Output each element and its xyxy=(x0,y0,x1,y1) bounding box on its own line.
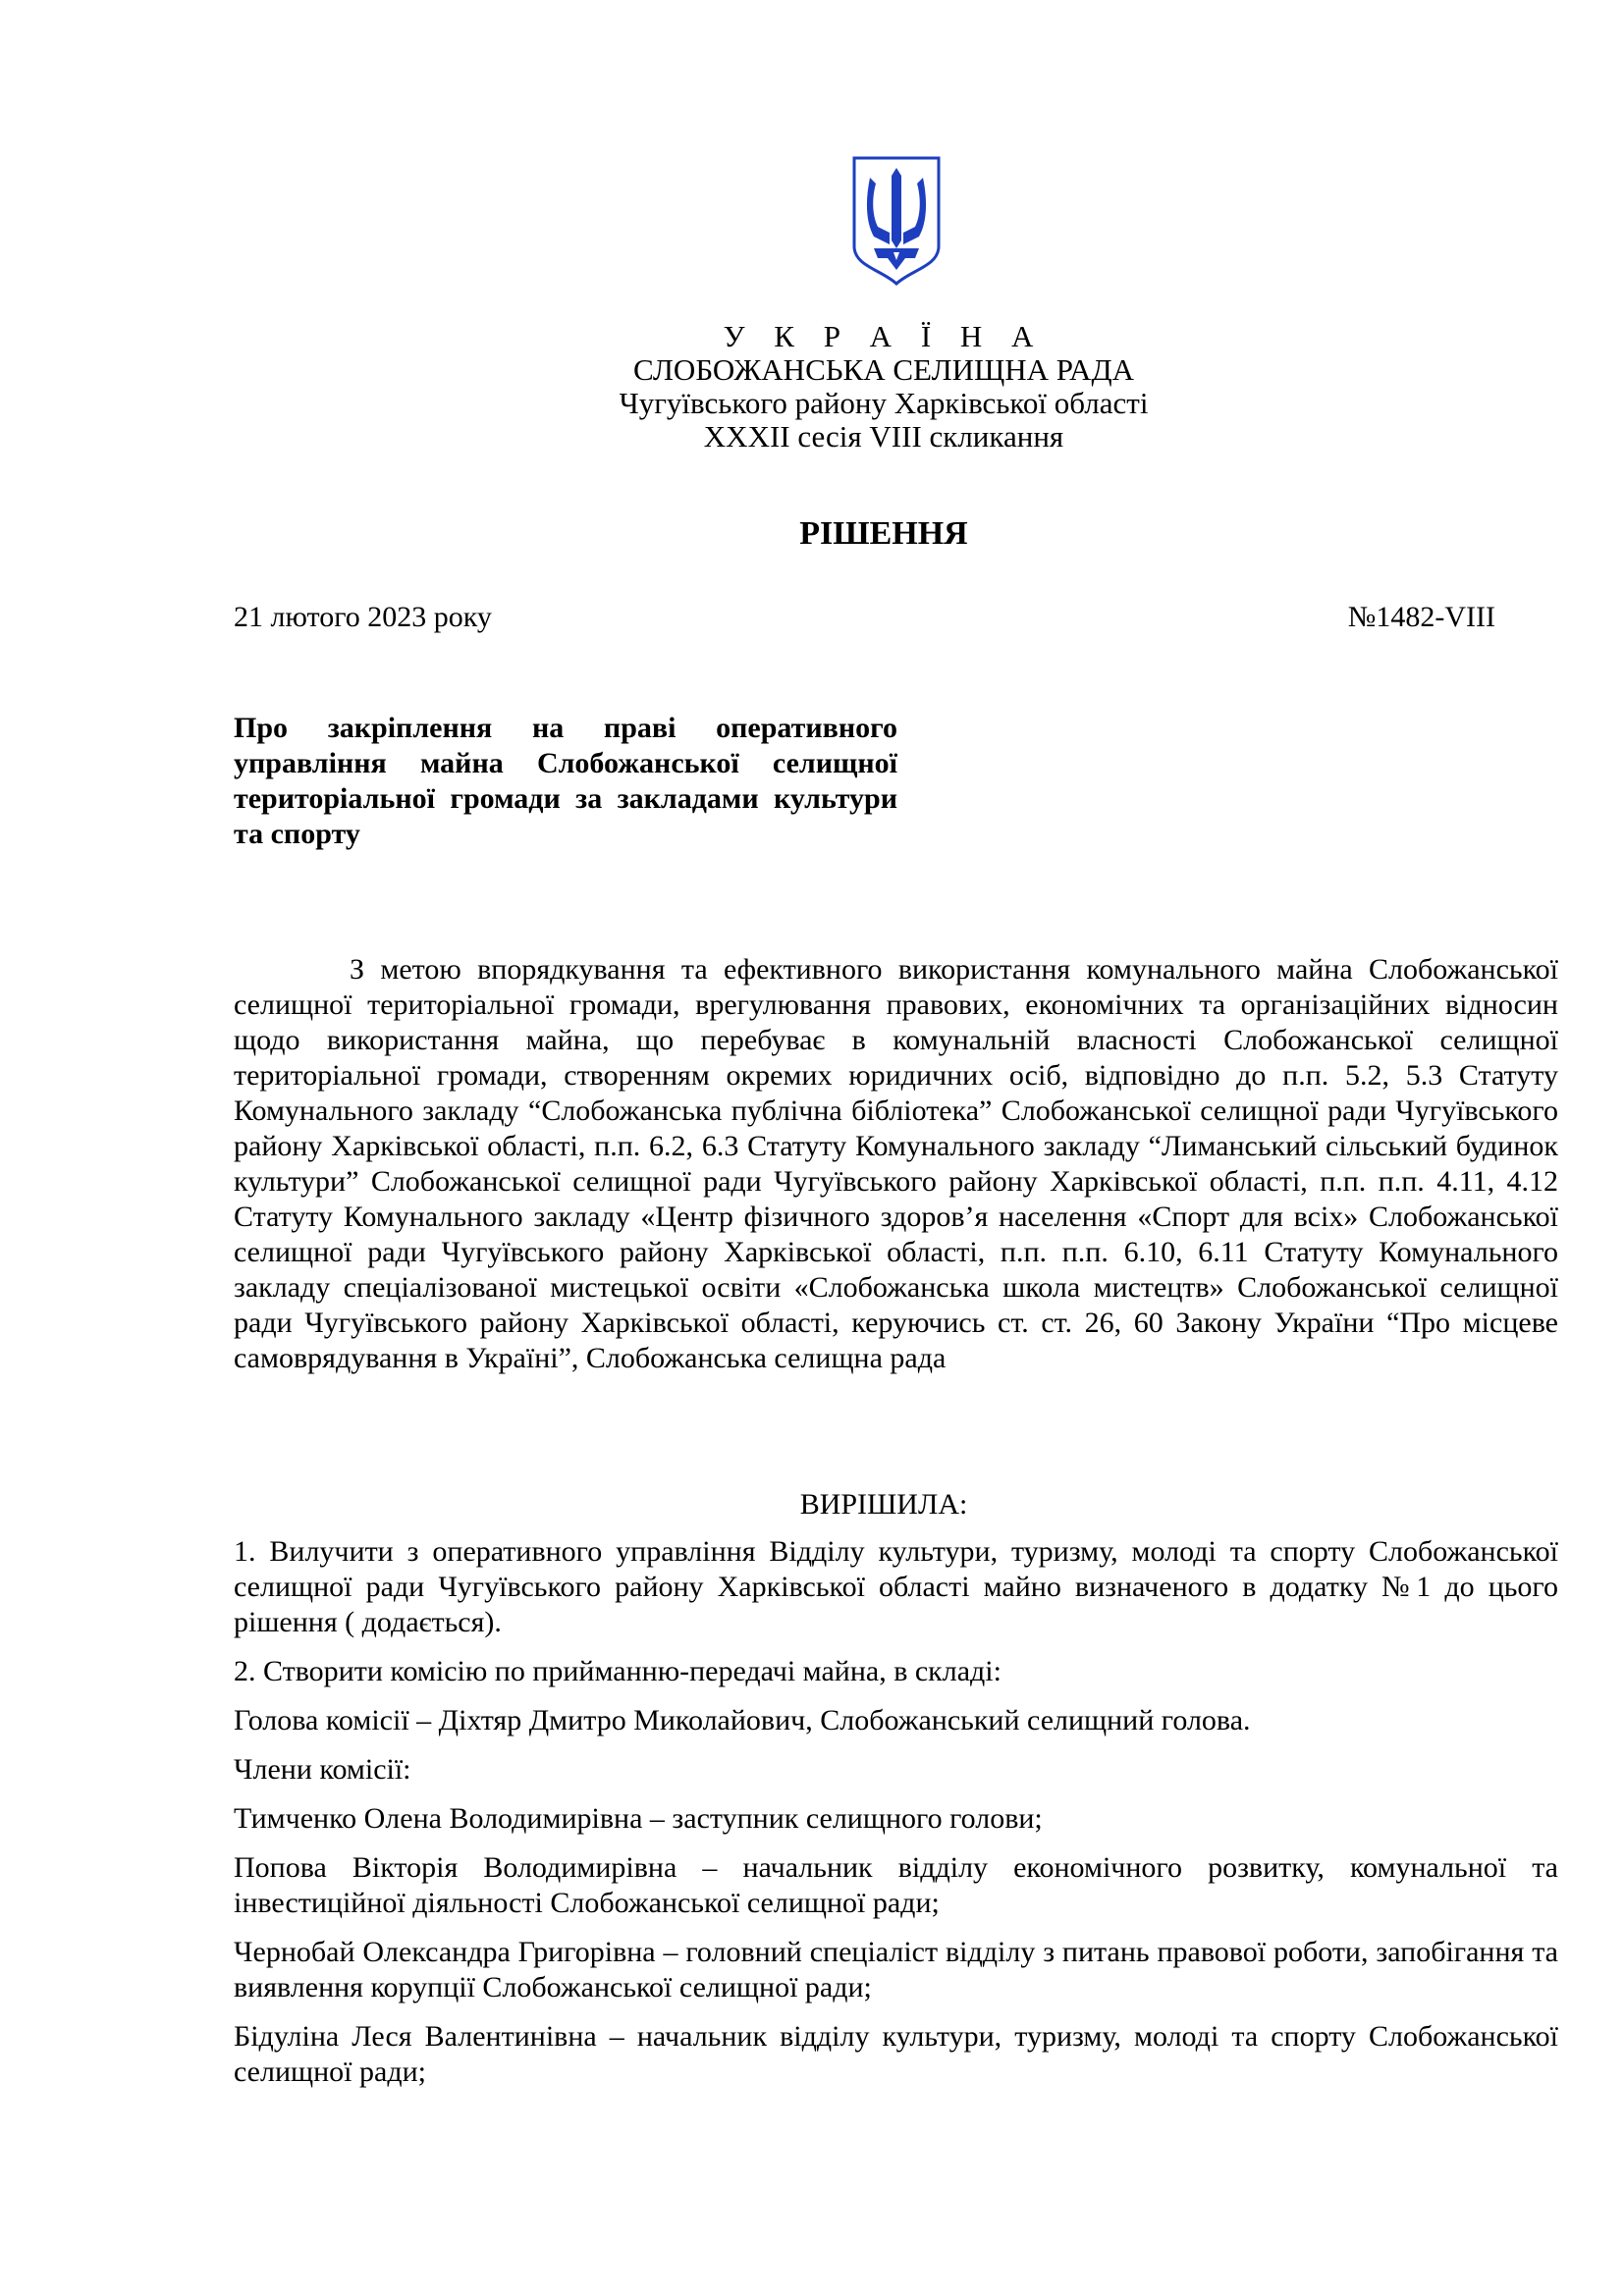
decision-number: №1482-VIII xyxy=(1347,601,1495,633)
item-paragraph: 1. Вилучити з оперативного управління Відділу культури, туризму, молоді та спорту Слобожанської селищної ради Чугуївського району Харківської області майно визначеного в додатку №1 до цього рішення ( додається). xyxy=(234,1535,1558,1638)
country-name: У К Р А Ї Н А xyxy=(723,319,1045,353)
council-name: СЛОБОЖАНСЬКА СЕЛИЩНА РАДА xyxy=(633,352,1134,387)
coat-of-arms-icon xyxy=(850,154,943,288)
district-name: Чугуївського району Харківської області xyxy=(619,386,1149,420)
item-paragraph: Тимченко Олена Володимирівна – заступник селищного голови; xyxy=(234,1802,1043,1835)
item-paragraph: Чернобай Олександра Григорівна – головний спеціаліст відділу з питань правової роботи, запобігання та виявлення корупції Слобожанської селищної ради; xyxy=(234,1936,1558,2003)
item-paragraph: Голова комісії – Діхтяр Дмитро Миколайович, Слобожанський селищний голова. xyxy=(234,1704,1251,1736)
tryzub-icon xyxy=(850,154,943,288)
document-title: РІШЕННЯ xyxy=(799,515,968,552)
item-paragraph: Попова Вікторія Володимирівна – начальник відділу економічного розвитку, комунальної та інвестиційної діяльності Слобожанської селищної ради; xyxy=(234,1851,1558,1919)
resolve-heading: ВИРІШИЛА: xyxy=(799,1488,968,1521)
decision-items xyxy=(234,1534,1558,2104)
item-paragraph: Бідуліна Леся Валентинівна – начальник відділу культури, туризму, молоді та спорту Слобожанської селищної ради; xyxy=(234,2020,1558,2088)
preamble-paragraph: З метою впорядкування та ефективного використання комунального майна Слобожанської селищної територіальної громади, врегулювання правових, економічних та організаційних відносин щодо використання майна, що перебуває в комунальній власності Слобожанської селищної територіальної громади, створенням окремих юридичних осіб, відповідно до п.п. 5.2, 5.3 Статуту Комунального закладу “Слобожанська публічна бібліотека” Слобожанської селищної ради Чугуївського району Харківської області, п.п. 6.2, 6.3 Статуту Комунального закладу “Лиманський сільський будинок культури” Слобожанської селищної ради Чугуївського району Харківської області, п.п. п.п. 4.11, 4.12 Статуту Комунального закладу «Центр фізичного здоров’я населення «Спорт для всіх» Слобожанської селищної ради Чугуївського району Харківської області, п.п. п.п. 6.10, 6.11 Статуту Комунального закладу спеціалізованої мистецької освіти «Слобожанська школа мистецтв» Слобожанської селищної ради Чугуївського району Харківської області, керуючись ст. ст. 26, 60 Закону України “Про місцеве самоврядування в Україні”, Слобожанська селищна рада xyxy=(234,953,1558,1374)
decision-date: 21 лютого 2023 року xyxy=(234,601,492,633)
document-header xyxy=(393,320,1375,454)
decision-subject: Про закріплення на праві оперативного управління майна Слобожанської селищної територіальної громади за закладами культури та спорту xyxy=(234,712,897,850)
item-paragraph: 2. Створити комісію по прийманню-передачі майна, в складі: xyxy=(234,1655,1001,1687)
session-info: XXXII сесія VIII скликання xyxy=(703,419,1064,454)
item-paragraph: Члени комісії: xyxy=(234,1753,411,1786)
